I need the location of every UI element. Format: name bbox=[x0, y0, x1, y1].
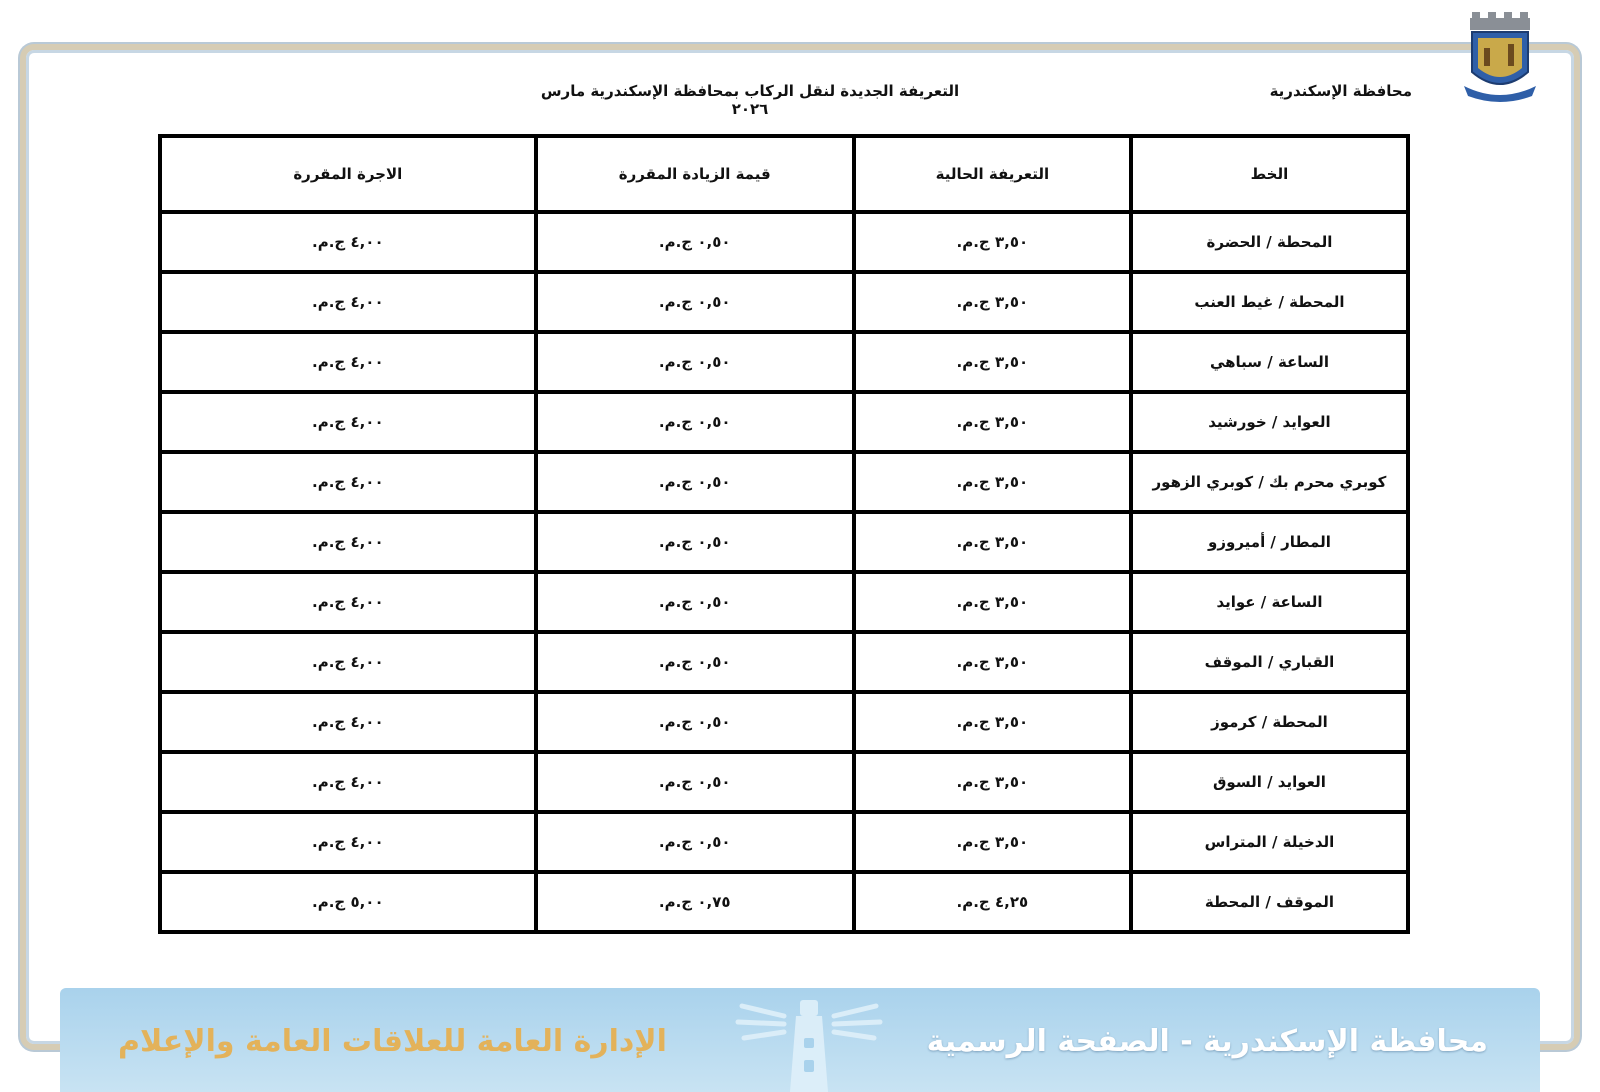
cell-current-fare: ٣,٥٠ ج.م. bbox=[854, 632, 1131, 692]
cell-new-fare: ٤,٠٠ ج.م. bbox=[160, 392, 536, 452]
cell-line: الموقف / المحطة bbox=[1131, 872, 1408, 932]
cell-increase: ٠,٥٠ ج.م. bbox=[536, 392, 854, 452]
cell-line: القباري / الموقف bbox=[1131, 632, 1408, 692]
table-row bbox=[160, 632, 1408, 692]
table-row bbox=[160, 752, 1408, 812]
table-header-row bbox=[160, 136, 1408, 212]
cell-line: المطار / أميروزو bbox=[1131, 512, 1408, 572]
official-page-label: محافظة الإسكندرية - الصفحة الرسمية bbox=[926, 1024, 1488, 1059]
cell-line: الدخيلة / المتراس bbox=[1131, 812, 1408, 872]
table-row bbox=[160, 272, 1408, 332]
lighthouse-icon bbox=[734, 994, 884, 1092]
cell-current-fare: ٤,٢٥ ج.م. bbox=[854, 872, 1131, 932]
table-row bbox=[160, 332, 1408, 392]
cell-increase: ٠,٥٠ ج.م. bbox=[536, 332, 854, 392]
column-header-current-fare: التعريفة الحالية bbox=[854, 136, 1131, 212]
table-row bbox=[160, 452, 1408, 512]
cell-new-fare: ٤,٠٠ ج.م. bbox=[160, 632, 536, 692]
cell-new-fare: ٤,٠٠ ج.م. bbox=[160, 272, 536, 332]
table-row bbox=[160, 692, 1408, 752]
cell-increase: ٠,٥٠ ج.م. bbox=[536, 692, 854, 752]
cell-increase: ٠,٥٠ ج.م. bbox=[536, 452, 854, 512]
cell-current-fare: ٣,٥٠ ج.م. bbox=[854, 572, 1131, 632]
cell-current-fare: ٣,٥٠ ج.م. bbox=[854, 272, 1131, 332]
cell-increase: ٠,٥٠ ج.م. bbox=[536, 812, 854, 872]
department-label: الإدارة العامة للعلاقات العامة والإعلام bbox=[118, 1024, 667, 1059]
column-header-line: الخط bbox=[1131, 136, 1408, 212]
cell-line: كوبري محرم بك / كوبري الزهور bbox=[1131, 452, 1408, 512]
cell-new-fare: ٤,٠٠ ج.م. bbox=[160, 512, 536, 572]
cell-line: العوايد / خورشيد bbox=[1131, 392, 1408, 452]
fare-table bbox=[158, 134, 1410, 934]
cell-line: الساعة / عوايد bbox=[1131, 572, 1408, 632]
governorate-name: محافظة الإسكندرية bbox=[1269, 82, 1412, 100]
governorate-seal-icon bbox=[1460, 12, 1540, 104]
cell-line: المحطة / كرموز bbox=[1131, 692, 1408, 752]
table-row bbox=[160, 392, 1408, 452]
cell-increase: ٠,٥٠ ج.م. bbox=[536, 572, 854, 632]
cell-increase: ٠,٥٠ ج.م. bbox=[536, 632, 854, 692]
cell-increase: ٠,٥٠ ج.م. bbox=[536, 752, 854, 812]
cell-current-fare: ٣,٥٠ ج.م. bbox=[854, 392, 1131, 452]
cell-current-fare: ٣,٥٠ ج.م. bbox=[854, 332, 1131, 392]
cell-line: المحطة / غيط العنب bbox=[1131, 272, 1408, 332]
cell-new-fare: ٥,٠٠ ج.م. bbox=[160, 872, 536, 932]
cell-current-fare: ٣,٥٠ ج.م. bbox=[854, 212, 1131, 272]
cell-new-fare: ٤,٠٠ ج.م. bbox=[160, 692, 536, 752]
cell-increase: ٠,٥٠ ج.م. bbox=[536, 512, 854, 572]
document-title: التعريفة الجديدة لنقل الركاب بمحافظة الإسكندرية مارس ٢٠٢٦ bbox=[540, 82, 960, 118]
cell-line: الساعة / سباهي bbox=[1131, 332, 1408, 392]
cell-current-fare: ٣,٥٠ ج.م. bbox=[854, 692, 1131, 752]
cell-new-fare: ٤,٠٠ ج.م. bbox=[160, 572, 536, 632]
table-row bbox=[160, 812, 1408, 872]
cell-current-fare: ٣,٥٠ ج.م. bbox=[854, 512, 1131, 572]
cell-increase: ٠,٧٥ ج.م. bbox=[536, 872, 854, 932]
cell-current-fare: ٣,٥٠ ج.م. bbox=[854, 752, 1131, 812]
table-row bbox=[160, 512, 1408, 572]
table-row bbox=[160, 872, 1408, 932]
cell-new-fare: ٤,٠٠ ج.م. bbox=[160, 752, 536, 812]
cell-line: المحطة / الحضرة bbox=[1131, 212, 1408, 272]
cell-increase: ٠,٥٠ ج.م. bbox=[536, 272, 854, 332]
table-row bbox=[160, 572, 1408, 632]
column-header-new-fare: الاجرة المقررة bbox=[160, 136, 536, 212]
cell-new-fare: ٤,٠٠ ج.م. bbox=[160, 332, 536, 392]
cell-current-fare: ٣,٥٠ ج.م. bbox=[854, 812, 1131, 872]
cell-new-fare: ٤,٠٠ ج.م. bbox=[160, 812, 536, 872]
table-row bbox=[160, 212, 1408, 272]
column-header-increase: قيمة الزيادة المقررة bbox=[536, 136, 854, 212]
cell-increase: ٠,٥٠ ج.م. bbox=[536, 212, 854, 272]
cell-line: العوايد / السوق bbox=[1131, 752, 1408, 812]
cell-current-fare: ٣,٥٠ ج.م. bbox=[854, 452, 1131, 512]
cell-new-fare: ٤,٠٠ ج.م. bbox=[160, 452, 536, 512]
cell-new-fare: ٤,٠٠ ج.م. bbox=[160, 212, 536, 272]
